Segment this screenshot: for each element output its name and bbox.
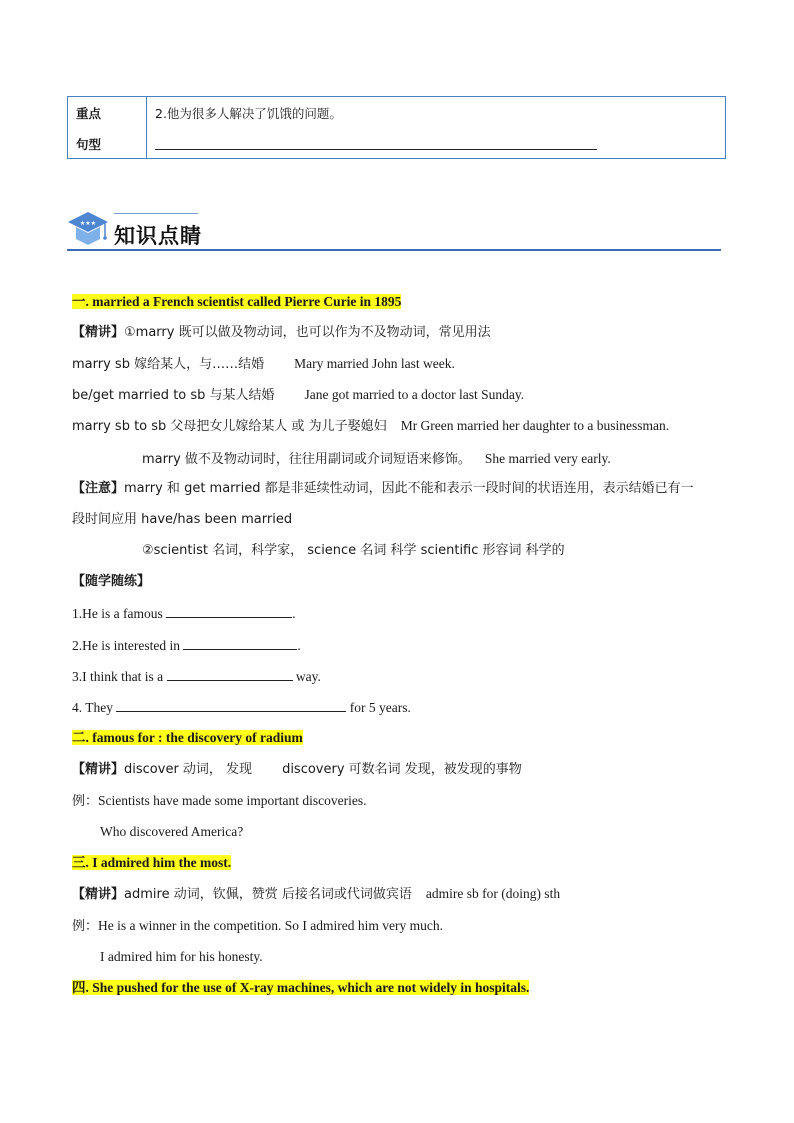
- note-line: [72, 480, 694, 497]
- example-text: Scientists have made some important discoveries.: [98, 793, 367, 808]
- exercise-blank[interactable]: [167, 667, 293, 681]
- exercise-text: .: [297, 638, 301, 653]
- point-2-explanation: [72, 761, 522, 778]
- point-1-explanation: [72, 324, 491, 341]
- key-sentence-prompt: 2.他为很多人解决了饥饿的问题。: [155, 106, 342, 121]
- point-1-heading: [72, 293, 401, 311]
- table-label-top: 重点: [76, 106, 102, 121]
- usage-cn: marry sb 嫁给某人，与……结婚: [72, 357, 265, 372]
- exercise-4: [72, 698, 411, 716]
- scientist-text: ②scientist 名词，科学家， science 名词 科学 scientific 形容词 科学的: [142, 543, 565, 558]
- exercise-text: 3.I think that is a: [72, 669, 167, 684]
- point-2-heading: [72, 729, 303, 747]
- jingjiang-tag: 【精讲】: [72, 762, 125, 777]
- key-sentence-table: [67, 96, 726, 159]
- section-divider: [67, 249, 721, 251]
- usage-line-3: [72, 417, 669, 435]
- exercise-text: .: [292, 606, 296, 621]
- explanation-text: discovery 可数名词 发现，被发现的事物: [282, 762, 522, 777]
- exercise-blank[interactable]: [116, 698, 346, 712]
- exercise-1: [72, 604, 295, 622]
- usage-example: She married very early.: [484, 451, 611, 466]
- graduation-cap-icon: [67, 209, 109, 249]
- usage-line-4: [142, 450, 611, 468]
- usage-example: Jane got married to a doctor last Sunday.: [304, 387, 525, 402]
- section-header: [67, 209, 721, 254]
- point-2-example-1: [72, 792, 366, 810]
- point-3-example-2: [100, 948, 263, 965]
- usage-line-1: [72, 355, 455, 373]
- note-text-cont: 段时间应用 have/has been married: [72, 512, 293, 527]
- exercise-text: 1.He is a famous: [72, 606, 167, 621]
- note-tag: 【注意】: [72, 481, 125, 496]
- exercise-text: 2.He is interested in: [72, 638, 184, 653]
- exercise-blank[interactable]: [166, 604, 292, 618]
- usage-example: Mary married John last week.: [294, 356, 455, 371]
- example-text: He is a winner in the competition. So I admired him very much.: [98, 918, 443, 933]
- exercise-3: [72, 667, 321, 685]
- explanation-en: admire sb for (doing) sth: [425, 886, 561, 901]
- explanation-text: admire 动词，钦佩，赞赏 后接名词或代词做宾语: [124, 887, 412, 902]
- svg-text:★★★: ★★★: [79, 220, 97, 227]
- translation-answer-blank[interactable]: [155, 149, 597, 150]
- explanation-text: ①marry 既可以做及物动词，也可以作为不及物动词，常见用法: [124, 325, 491, 340]
- exercise-2: [72, 636, 301, 654]
- point-2-heading-text: 二. famous for : the discovery of radium: [72, 730, 303, 745]
- point-3-heading: [72, 854, 231, 872]
- section-title-topline: [114, 213, 198, 214]
- example-text: Who discovered America?: [100, 824, 244, 839]
- exercise-text: way.: [292, 669, 321, 684]
- point-1-heading-text: 一. married a French scientist called Pierre Curie in 1895: [72, 294, 402, 309]
- usage-cn: be/get married to sb 与某人结婚: [72, 388, 275, 403]
- usage-cn: marry sb to sb 父母把女儿嫁给某人 或 为儿子娶媳妇: [72, 419, 387, 434]
- scientist-line: [142, 542, 565, 559]
- point-4-heading-text: 四. She pushed for the use of X-ray machines, which are not widely in hospitals.: [72, 980, 530, 995]
- usage-example: Mr Green married her daughter to a businessman.: [400, 418, 670, 433]
- usage-cn: marry 做不及物动词时，往往用副词或介词短语来修饰。: [142, 452, 471, 467]
- jingjiang-tag: 【精讲】: [72, 887, 125, 902]
- point-3-heading-text: 三. I admired him the most.: [72, 855, 232, 870]
- note-text: marry 和 get married 都是非延续性动词，因此不能和表示一段时间的状语连用，表示结婚已有一: [124, 481, 694, 496]
- explanation-text: discover 动词， 发现: [124, 762, 253, 777]
- example-text: I admired him for his honesty.: [100, 949, 263, 964]
- table-label-cell: [68, 97, 147, 158]
- section-title: 知识点睛: [114, 224, 202, 248]
- example-label: 例：: [72, 794, 99, 809]
- point-3-example-1: [72, 917, 443, 935]
- note-line-2: [72, 511, 292, 528]
- exercise-text: for 5 years.: [346, 700, 411, 715]
- jingjiang-tag: 【精讲】: [72, 325, 125, 340]
- exercise-blank[interactable]: [183, 636, 297, 650]
- practice-heading: [72, 573, 150, 590]
- example-label: 例：: [72, 919, 99, 934]
- point-4-heading: [72, 979, 529, 997]
- exercise-text: 4. They: [72, 700, 117, 715]
- point-2-example-2: [100, 823, 243, 840]
- table-label-bottom: 句型: [76, 137, 102, 152]
- usage-line-2: [72, 386, 524, 404]
- practice-tag: 【随学随练】: [72, 574, 151, 589]
- point-3-explanation: [72, 885, 560, 903]
